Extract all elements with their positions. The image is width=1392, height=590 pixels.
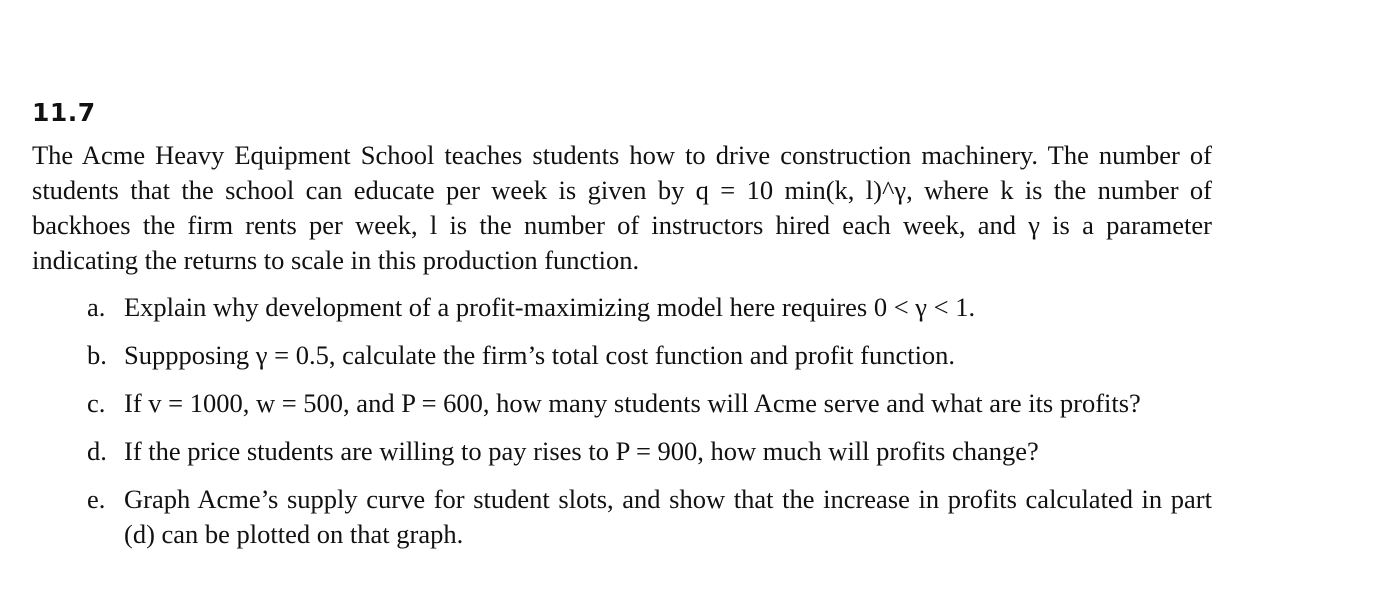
problem-statement: The Acme Heavy Equipment School teaches students how to drive construction machinery. The number of students that the school can educate per week is given by q = 10 min(k, l)^γ, where k is the number of backhoes the firm rents per week, l is the number of instructors hired each week, and γ is a parameter indicating the returns to scale in this production function. <box>32 140 1212 275</box>
part-b-text: Suppposing γ = 0.5, calculate the firm’s total cost function and profit function. <box>124 340 956 370</box>
part-b-letter: b. <box>87 340 107 370</box>
problem-number: 11.7 <box>32 98 96 127</box>
part-a-letter: a. <box>87 292 106 322</box>
problem-page <box>32 96 1212 565</box>
problem-parts-list <box>32 290 1212 552</box>
part-d-letter: d. <box>87 436 107 466</box>
part-d-text: If the price students are willing to pay rises to P = 900, how much will profits change? <box>124 436 1039 466</box>
part-e <box>32 482 1212 552</box>
part-b <box>32 338 1212 373</box>
part-e-text: Graph Acme’s supply curve for student slots, and show that the increase in profits calculated in part (d) can be plotted on that graph. <box>124 484 1212 549</box>
part-e-letter: e. <box>87 484 106 514</box>
part-c-text: If v = 1000, w = 500, and P = 600, how many students will Acme serve and what are its profits? <box>124 388 1141 418</box>
part-c <box>32 386 1212 421</box>
part-a <box>32 290 1212 325</box>
part-c-letter: c. <box>87 388 106 418</box>
part-d <box>32 434 1212 469</box>
part-a-text: Explain why development of a profit-maximizing model here requires 0 < γ < 1. <box>124 292 976 322</box>
